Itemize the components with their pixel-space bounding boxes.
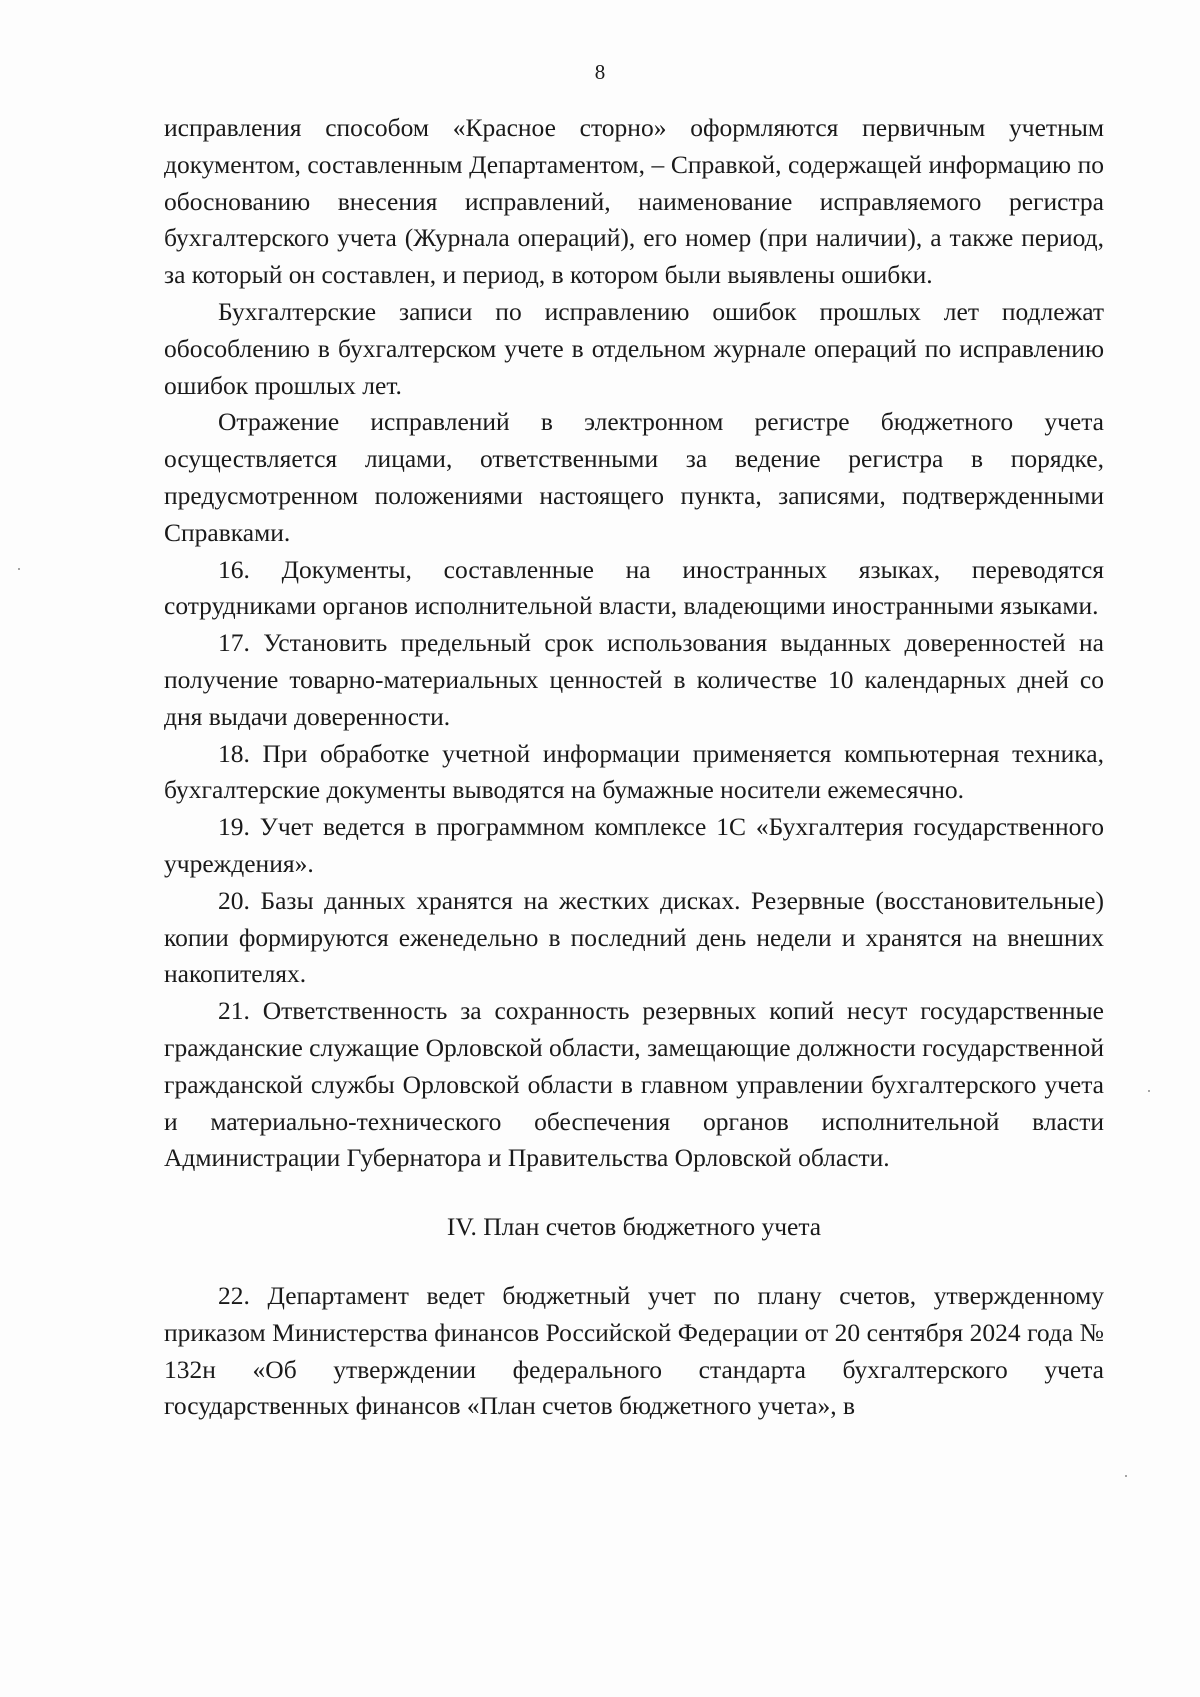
scan-speck <box>1125 1475 1127 1477</box>
scan-speck <box>1148 1090 1150 1092</box>
paragraph-18-computer-processing: 18. При обработке учетной информации применяется компьютерная техника, бухгалтерские документы выводятся на бумажные носители ежемесячно. <box>164 738 1104 805</box>
paragraph-past-errors: Бухгалтерские записи по исправлению ошибок прошлых лет подлежат обособлению в бухгалтерском учете в отдельном журнале операций по исправлению ошибок прошлых лет. <box>164 296 1104 400</box>
page-number: 8 <box>594 60 606 84</box>
paragraph-16-foreign-documents: 16. Документы, составленные на иностранных языках, переводятся сотрудниками органов исполнительной власти, владеющими иностранными языками. <box>164 554 1104 621</box>
paragraph-20-databases: 20. Базы данных хранятся на жестких дисках. Резервные (восстановительные) копии формируются еженедельно в последний день недели и хранятся на внешних накопителях. <box>164 885 1104 989</box>
scan-speck <box>18 568 20 570</box>
paragraph-22-chart-of-accounts: 22. Департамент ведет бюджетный учет по плану счетов, утвержденному приказом Министерства финансов Российской Федерации от 20 сентября 2024 года № 132н «Об утверждении федерального стандарта бухгалтерского учета государственных финансов «План счетов бюджетного учета», в <box>164 1280 1104 1421</box>
section-heading: IV. План счетов бюджетного учета <box>446 1212 822 1242</box>
paragraph-19-software: 19. Учет ведется в программном комплексе 1С «Бухгалтерия государственного учреждения». <box>164 812 1104 878</box>
paragraph-correction-storno: исправления способом «Красное сторно» оформляются первичным учетным документом, составленным Департаментом, – Справкой, содержащей информацию по обоснованию внесения исправлений, наименование исправляемого регистра бухгалтерского учета (Журнала операций), его номер (при наличии), а также период, за который он составлен, и период, в котором были выявлены ошибки. <box>164 113 1104 290</box>
paragraph-17-power-of-attorney: 17. Установить предельный срок использования выданных доверенностей на получение товарно-материальных ценностей в количестве 10 календарных дней со дня выдачи доверенности. <box>164 628 1104 731</box>
paragraph-21-backup-responsibility: 21. Ответственность за сохранность резервных копий несут государственные гражданские служащие Орловской области, замещающие должности государственной гражданской службы Орловской области в главном управлении бухгалтерского учета и материально-технического обеспечения органов исполнительной власти Администрации Губернатора и Правительства Орловской области. <box>164 996 1104 1173</box>
document-body <box>164 110 1104 1425</box>
paragraph-electronic-register: Отражение исправлений в электронном регистре бюджетного учета осуществляется лицами, ответственными за ведение регистра в порядке, предусмотренном положениями настоящего пункта, записями, подтвержденными Справками. <box>164 407 1104 547</box>
